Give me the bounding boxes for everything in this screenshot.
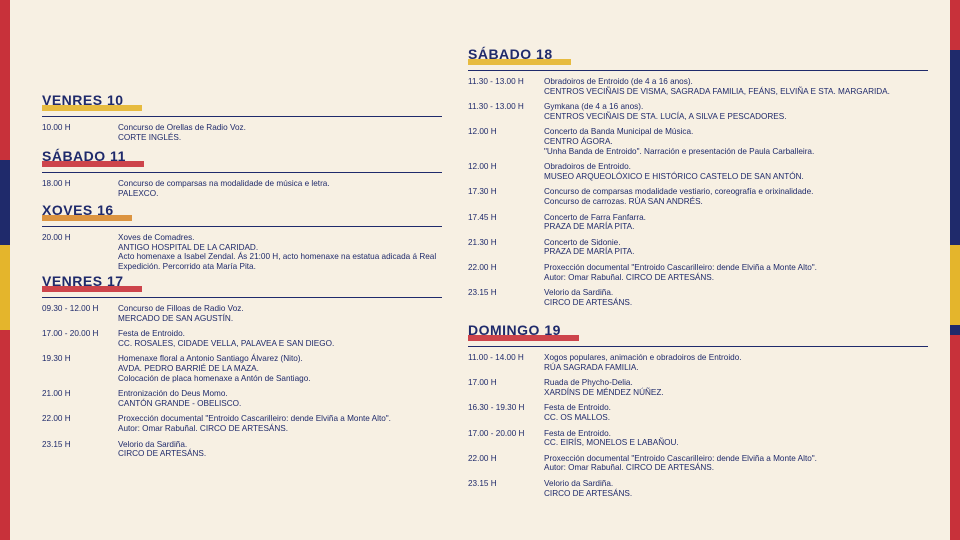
event-title: Velorio da Sardiña. bbox=[544, 478, 614, 488]
event-details bbox=[118, 414, 442, 433]
left-edge-red-bottom bbox=[0, 330, 10, 540]
event-time: 17.00 - 20.00 H bbox=[468, 428, 525, 438]
right-edge-navy bbox=[950, 50, 960, 245]
event-place: CENTROS VECIÑAIS DE STA. LUCÍA, A SILVA E PESCADORES. bbox=[544, 111, 787, 121]
schedule-event bbox=[468, 187, 928, 206]
event-place: MUSEO ARQUEOLÓXICO E HISTÓRICO CASTELO DE SAN ANTÓN. bbox=[544, 171, 804, 181]
day-heading bbox=[468, 322, 565, 338]
event-place: RÚA SAGRADA FAMILIA. bbox=[544, 362, 639, 372]
event-title: Festa de Entroido. bbox=[544, 428, 611, 438]
event-time: 23.15 H bbox=[468, 288, 497, 298]
day-heading bbox=[42, 92, 128, 108]
event-place: CANTÓN GRANDE - OBELISCO. bbox=[118, 398, 242, 408]
day-heading bbox=[468, 46, 557, 62]
day-heading-text: VENRES 17 bbox=[42, 273, 124, 289]
event-title: Velorio da Sardiña. bbox=[118, 439, 188, 449]
event-place: PRAZA DE MARÍA PITA. bbox=[544, 247, 635, 257]
event-place: PALEXCO. bbox=[118, 188, 159, 198]
event-time: 21.00 H bbox=[42, 389, 71, 399]
schedule-event bbox=[42, 329, 442, 348]
event-place: XARDÍNS DE MÉNDEZ NÚÑEZ. bbox=[544, 387, 664, 397]
schedule-event bbox=[468, 102, 928, 121]
heading-rule bbox=[468, 70, 928, 71]
event-title: Concurso de comparsas modalidade vestiario, coreografía e orixinalidade. bbox=[544, 187, 814, 197]
event-place: CC. OS MALLOS. bbox=[544, 412, 610, 422]
event-time: 16.30 - 19.30 H bbox=[468, 403, 525, 413]
event-place: CIRCO DE ARTESÁNS. bbox=[544, 488, 633, 498]
event-time: 09.30 - 12.00 H bbox=[42, 304, 99, 313]
event-time: 22.00 H bbox=[468, 453, 497, 463]
event-place: Autor: Omar Rabuñal. CIRCO DE ARTESÁNS. bbox=[544, 463, 715, 473]
event-details bbox=[544, 77, 928, 96]
event-title: Concurso de Filloas de Radio Voz. bbox=[118, 304, 244, 313]
event-note: Acto homenaxe a Isabel Zendal. Ás 21:00 H, acto homenaxe na estatua adicada á Real Expedición. Percorrido ata María Pita. bbox=[118, 252, 437, 271]
event-place: Autor: Omar Rabuñal. CIRCO DE ARTESÁNS. bbox=[544, 272, 715, 282]
event-place: CIRCO DE ARTESÁNS. bbox=[544, 297, 633, 307]
event-time: 22.00 H bbox=[42, 414, 71, 424]
day-heading bbox=[42, 273, 128, 289]
event-details bbox=[544, 162, 928, 181]
schedule-event bbox=[42, 304, 442, 323]
event-title: Concerto da Banda Municipal de Música. bbox=[544, 127, 694, 137]
heading-rule bbox=[468, 346, 928, 347]
event-title: Obradoiros de Entroido (de 4 a 16 anos). bbox=[544, 77, 693, 86]
schedule-event bbox=[468, 162, 928, 181]
schedule-event bbox=[468, 77, 928, 96]
right-edge-red-bottom bbox=[950, 335, 960, 540]
event-time: 21.30 H bbox=[468, 237, 497, 247]
event-place: CENTROS VECIÑAIS DE VISMA, SAGRADA FAMILIA, FEÁNS, ELVIÑA E STA. MARGARIDA. bbox=[544, 86, 890, 96]
event-place: CC. EIRÍS, MONELOS E LABAÑOU. bbox=[544, 438, 679, 448]
event-title: Entronización do Deus Momo. bbox=[118, 389, 228, 399]
event-place: CORTE INGLÉS. bbox=[118, 132, 182, 142]
event-time: 23.15 H bbox=[42, 439, 71, 449]
event-title: Xogos populares, animación e obradoiros de Entroido. bbox=[544, 353, 742, 362]
event-title: Obradoiros de Entroido. bbox=[544, 162, 631, 172]
day-heading-text: SÁBADO 18 bbox=[468, 46, 553, 62]
event-title: Concerto de Farra Fanfarra. bbox=[544, 212, 646, 222]
event-details bbox=[118, 389, 442, 408]
event-time: 17.00 - 20.00 H bbox=[42, 329, 99, 339]
day-domingo-19 bbox=[468, 322, 928, 498]
event-place: Concurso de carrozas. RÚA SAN ANDRÉS. bbox=[544, 196, 703, 206]
event-title: Festa de Entroido. bbox=[544, 403, 611, 413]
day-sabado-11 bbox=[42, 148, 442, 198]
event-title: Ruada de Phycho-Delia. bbox=[544, 378, 633, 388]
event-details bbox=[544, 187, 928, 206]
event-time: 23.15 H bbox=[468, 478, 497, 488]
schedule-event bbox=[468, 378, 928, 397]
event-details bbox=[544, 238, 928, 257]
schedule-event bbox=[42, 389, 442, 408]
schedule-event bbox=[42, 179, 442, 198]
day-heading bbox=[42, 202, 118, 218]
event-title: Proxección documental "Entroido Cascarilleiro: dende Elviña a Monte Alto". bbox=[544, 262, 817, 272]
event-note: "Unha Banda de Entroido". Narración e presentación de Paula Carballeira. bbox=[544, 146, 815, 156]
event-place: ANTIGO HOSPITAL DE LA CARIDAD. bbox=[118, 242, 259, 252]
event-details bbox=[544, 479, 928, 498]
day-heading-text: VENRES 10 bbox=[42, 92, 124, 108]
left-edge-yellow bbox=[0, 245, 10, 330]
right-edge-navy-2 bbox=[950, 325, 960, 335]
event-time: 19.30 H bbox=[42, 354, 71, 364]
event-time: 10.00 H bbox=[42, 123, 71, 132]
schedule-event bbox=[42, 354, 442, 383]
event-details bbox=[118, 304, 442, 323]
event-title: Homenaxe floral a Antonio Santiago Álvarez (Nito). bbox=[118, 354, 303, 364]
right-edge-yellow bbox=[950, 245, 960, 325]
heading-rule bbox=[42, 226, 442, 227]
schedule-event bbox=[468, 454, 928, 473]
event-time: 11.30 - 13.00 H bbox=[468, 77, 524, 86]
event-place: MERCADO DE SAN AGUSTÍN. bbox=[118, 313, 234, 323]
day-venres-10 bbox=[42, 92, 442, 142]
event-details bbox=[118, 179, 442, 198]
event-place: CIRCO DE ARTESÁNS. bbox=[118, 449, 207, 459]
event-time: 18.00 H bbox=[42, 179, 71, 188]
event-time: 17.45 H bbox=[468, 212, 497, 222]
event-place: PRAZA DE MARÍA PITA. bbox=[544, 222, 635, 232]
event-details bbox=[544, 378, 928, 397]
schedule-event bbox=[468, 238, 928, 257]
event-title: Proxección documental "Entroido Cascarilleiro: dende Elviña a Monte Alto". bbox=[118, 414, 391, 424]
event-title: Gymkana (de 4 a 16 anos). bbox=[544, 102, 644, 112]
schedule-event bbox=[468, 429, 928, 448]
event-details bbox=[544, 429, 928, 448]
event-note: Colocación de placa homenaxe a Antón de Santiago. bbox=[118, 373, 311, 383]
schedule-event bbox=[42, 414, 442, 433]
event-title: Velorio da Sardiña. bbox=[544, 288, 614, 298]
event-details bbox=[118, 354, 442, 383]
right-edge-red-top bbox=[950, 0, 960, 50]
event-time: 12.00 H bbox=[468, 162, 497, 172]
event-details bbox=[544, 403, 928, 422]
schedule-event bbox=[42, 123, 442, 142]
event-place: Autor: Omar Rabuñal. CIRCO DE ARTESÁNS. bbox=[118, 423, 289, 433]
event-time: 17.00 H bbox=[468, 378, 497, 388]
event-details bbox=[544, 213, 928, 232]
heading-rule bbox=[42, 116, 442, 117]
schedule-event bbox=[468, 127, 928, 156]
event-time: 11.00 - 14.00 H bbox=[468, 353, 524, 362]
event-details bbox=[544, 288, 928, 307]
event-details bbox=[544, 263, 928, 282]
event-place: AVDA. PEDRO BARRIÉ DE LA MAZA. bbox=[118, 363, 259, 373]
event-title: Proxección documental "Entroido Cascarilleiro: dende Elviña a Monte Alto". bbox=[544, 453, 817, 463]
schedule-event bbox=[468, 479, 928, 498]
event-title: Concerto de Sidonie. bbox=[544, 237, 621, 247]
event-details bbox=[118, 123, 442, 142]
day-heading-text: XOVES 16 bbox=[42, 202, 114, 218]
heading-rule bbox=[42, 297, 442, 298]
event-title: Xoves de Comadres. bbox=[118, 233, 195, 242]
event-details bbox=[544, 102, 928, 121]
event-time: 22.00 H bbox=[468, 262, 497, 272]
event-place: CENTRO ÁGORA. bbox=[544, 136, 613, 146]
event-title: Concurso de Orellas de Radio Voz. bbox=[118, 123, 246, 132]
day-venres-17 bbox=[42, 273, 442, 459]
day-heading-text: SÁBADO 11 bbox=[42, 148, 126, 164]
schedule-event bbox=[468, 213, 928, 232]
left-edge-red-top bbox=[0, 0, 10, 160]
event-details bbox=[544, 454, 928, 473]
event-details bbox=[118, 329, 442, 348]
event-title: Festa de Entroido. bbox=[118, 329, 185, 339]
event-details bbox=[544, 127, 928, 156]
heading-rule bbox=[42, 172, 442, 173]
event-time: 12.00 H bbox=[468, 127, 497, 137]
event-title: Concurso de comparsas na modalidade de música e letra. bbox=[118, 179, 330, 188]
day-heading bbox=[42, 148, 130, 164]
schedule-event bbox=[468, 353, 928, 372]
schedule-event bbox=[42, 233, 442, 271]
event-details bbox=[118, 440, 442, 459]
schedule-event bbox=[468, 403, 928, 422]
left-edge-navy bbox=[0, 160, 10, 245]
schedule-event bbox=[42, 440, 442, 459]
event-time: 11.30 - 13.00 H bbox=[468, 102, 524, 112]
event-place: CC. ROSALES, CIDADE VELLA, PALAVEA E SAN DIEGO. bbox=[118, 338, 335, 348]
day-heading-text: DOMINGO 19 bbox=[468, 322, 561, 338]
event-time: 17.30 H bbox=[468, 187, 497, 197]
schedule-event bbox=[468, 263, 928, 282]
event-details bbox=[544, 353, 928, 372]
day-xoves-16 bbox=[42, 202, 442, 271]
event-time: 20.00 H bbox=[42, 233, 71, 242]
event-details bbox=[118, 233, 442, 271]
schedule-event bbox=[468, 288, 928, 307]
day-sabado-18 bbox=[468, 46, 928, 307]
